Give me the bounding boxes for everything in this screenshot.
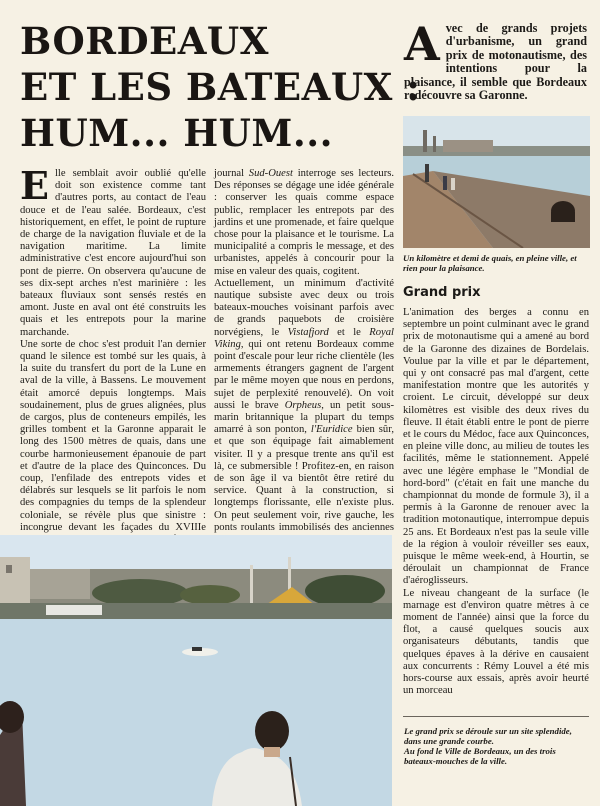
- intro-standfirst: [404, 17, 587, 103]
- column-2-paragraph-2: [214, 278, 394, 546]
- column-2-text-f: , un petit sous-marin britannique la plupart du temps amarré à son ponton,: [214, 399, 394, 436]
- journal-name: Sud-Ouest: [248, 168, 293, 179]
- ship-name-royal-viking: Royal Viking: [214, 326, 394, 350]
- column-2-text-b: interroge ses lecteurs. Des réponses se dégage une idée générale : conserver les quais comme espace public, remplacer les entrepots par des jardins et une promenade, et faire quelque chose pour la plaisance et le tourisme. La municipalité a compris le message, et des urbanistes, appelés à concourir pour la mise en valeur des quais, cogitent.: [214, 168, 395, 277]
- column-3: [403, 307, 589, 698]
- column-1-dropcap: E: [20, 163, 49, 208]
- bottom-caption-line-1: Le grand prix se déroule sur un site splendide, dans une grande courbe.: [404, 726, 572, 746]
- column-1: [20, 163, 206, 559]
- river-race-photo: [0, 535, 392, 806]
- headline: [20, 18, 421, 156]
- intro-text: vec de grands projets d'urbanisme, un grand prix de motonautisme, des intentions pour la plaisance, il semble que Bordeaux redécouvre sa Garonne.: [404, 21, 587, 103]
- section-heading-grand-prix: Grand prix: [403, 285, 481, 300]
- column-2-text-d: et le: [328, 326, 370, 338]
- bottom-photo-caption: [404, 726, 588, 766]
- column-2-text-a: journal: [214, 168, 249, 179]
- bottom-caption-line-2: Au fond le Ville de Bordeaux, un des trois bateaux-mouches de la ville.: [404, 746, 556, 766]
- ship-name-euridice: l'Euridice: [310, 424, 353, 436]
- submarine-name: Orpheus: [284, 399, 322, 411]
- headline-line-3: HUM... HUM...: [20, 111, 334, 155]
- column-2-text-e: , qui ont retenu Bordeaux comme point d'escale pour leur riche clientèle (les armements étrangers gagnent de l'argent par le même moyen que nous en perdons, sujet de perplexité renouvelé). On voit aussi le brave: [214, 338, 394, 411]
- column-1-paragraph-2: Une sorte de choc s'est produit l'an dernier quand le silence est tombé sur les quais, à la suite du transfert du port de la Lune en aval de la ville, à Bassens. Le mouvement était amorcé depuis longtemps. Mais soudainement, plus de grues alignées, plus de cargos, plus de conteneurs empilés, les grilles tombent et la Garonne apparait le long des 1500 mètres de quais, dans une courbe harmonieusement épanouie de part et d'autre de la place des Quinconces. Du coup, l'enfilade des entrepots vides et délabrés sur lesquels se lit parfois le nom des compagnies du temps de la splendeur coloniale, se révèle plus que sinistre : incongrue devant les façades du XVIIIe: [20, 338, 206, 533]
- headline-line-2: ET LES BATEAUX :: [20, 65, 421, 109]
- column-3-paragraph-1: L'animation des berges a connu en septembre un point culminant avec le grand prix de motonautisme qui a amené au bord de la Garonne des dizaines de Bordelais. Voulue par la ville et par le département, qui y ont consacré pas mal d'argent, cette manifestation montre que les autorités y croient. Le circuit, développé sur deux kilomètres est visible des deux rives du fleuve. Il était établi entre le pont de pierre et le cours du Médoc, face aux Quinconces, en pleine ville donc, au milieu de toutes les facilités, même le stationnement. Appelé avec une légère emphase le "Mondial de hord-bord" (c'était en fait une manche du championnat du monde de formule 3), il a permis à la Garonne de renouer avec la tradition motonautique, interrompue depuis 25 ans. Et Bordeaux n'est pas la seule ville de la région à vouloir réveiller ses eaux, puisque le même week-end, à Hourtin, se déroulait un championnat de France d'aéroglisseurs.: [403, 307, 589, 587]
- intro-dropcap: A: [404, 17, 440, 71]
- quays-photo: [403, 116, 590, 248]
- column-2-paragraph-1: [214, 168, 394, 278]
- column-2-text-c: Actuellement, un minimum d'activité nautique subsiste avec deux ou trois bateaux-mouches voisinant parfois avec de grands paquebots de croisière norvégiens, le: [214, 277, 394, 338]
- top-photo-caption: Un kilomètre et demi de quais, en pleine ville, et rien pour la plaisance.: [403, 253, 577, 273]
- caption-rule: [403, 716, 589, 717]
- column-1-paragraph-1: [20, 163, 206, 339]
- column-2-text-g: bien sûr, et que son équipage fait aimablement visiter. Il y a presque trente ans qu'il est là, ce submersible ! Profitez-en, en raison de son âge il va bientôt être retiré du service. Quant à la construction, si longtemps florissante, elle n'existe plus. On peut seulement voir, rive gauche, les ponts roulants immobilisés des anciennes: [214, 424, 394, 533]
- column-2: [214, 168, 394, 546]
- ship-name-vistafjord: Vistafjord: [287, 326, 329, 338]
- column-3-paragraph-2: Le niveau changeant de la surface (le marnage est d'environ quatre mètres à ce moment de l'année) ainsi que la force du flot, a causé quelques soucis aux organisateurs débutants, tandis que quelques épaves à la dérive en causaient aux concurrents : Rémy Louvel a été mis hors-course aux essais, après avoir heurté un morceau: [403, 587, 589, 697]
- headline-line-1: BORDEAUX: [20, 19, 269, 63]
- column-1-paragraph-1-text: lle semblait avoir oublié qu'elle doit son existence comme tant d'autres ports, au contact de l'eau douce et de l'eau salée. Bordeaux, c'est historiquement, en effet, le point de rupture de charge de la navigation fluviale et de la navigation maritime. La limite administrative c'est encore aujourd'hui son pont de pierre. On observera qu'aucune de ses dix-sept arches n'est marinière : les bateaux fluviaux sont sensés restés en amont. Juste en aval ont été construits les quais et les entrepots pour la marine marchande.: [20, 168, 206, 338]
